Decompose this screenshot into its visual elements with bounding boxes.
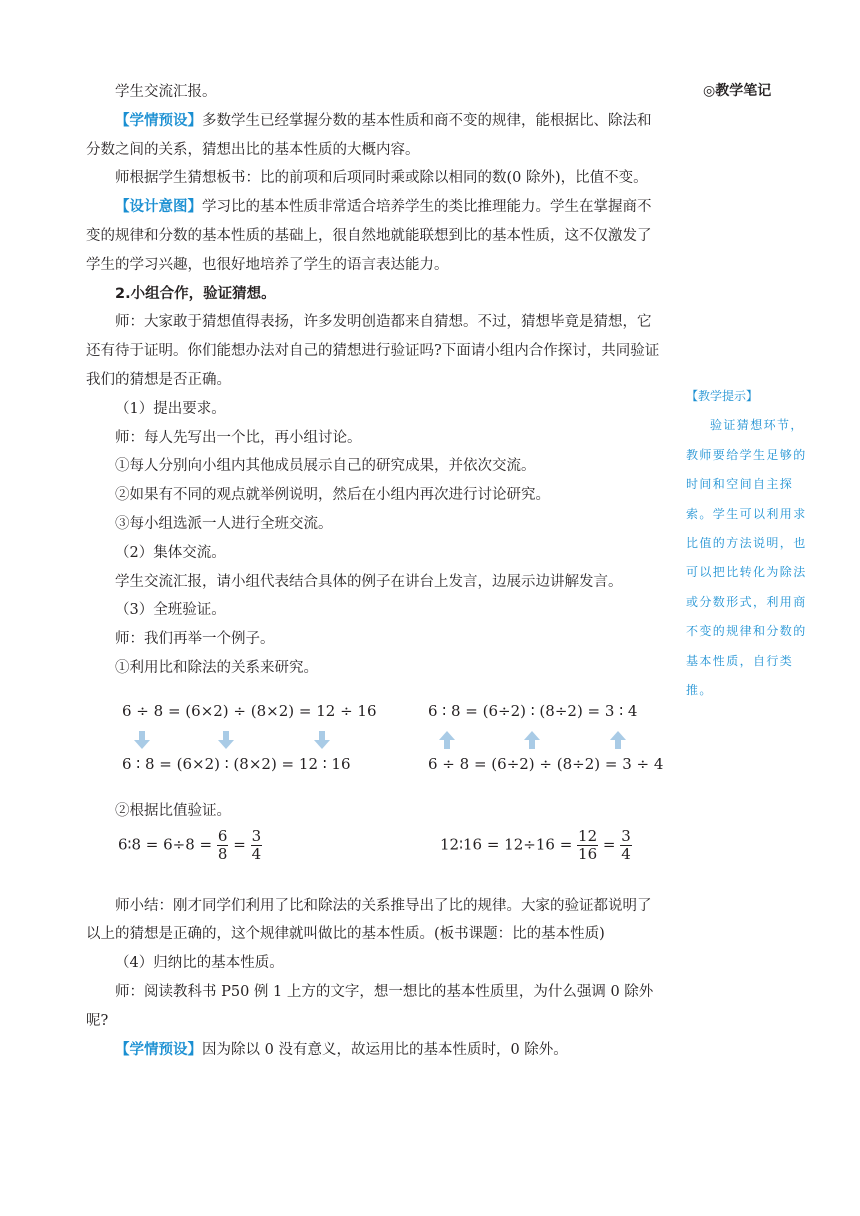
denominator: 4 — [251, 845, 262, 863]
ratio-value-equation-1 — [118, 828, 262, 863]
down-arrow-icon — [218, 731, 234, 749]
paragraph: 学生交流汇报。 — [115, 84, 217, 100]
numerator: 3 — [251, 827, 262, 845]
denominator: 16 — [578, 845, 598, 863]
numerator: 12 — [578, 827, 598, 845]
tag-label: 【学情预设】 — [115, 1040, 202, 1058]
paragraph: 师：我们再举一个例子。 — [115, 631, 275, 648]
arrow-shape — [439, 731, 455, 749]
fraction — [251, 828, 263, 863]
paragraph-text: 多数学生已经掌握分数的基本性质和商不变的规律，能根据比、除法和分数之间的关系，猜想出比的基本性质的大概内容。 — [86, 112, 652, 158]
down-arrow-icon — [314, 731, 330, 749]
up-arrow-icon — [439, 731, 455, 749]
fraction — [577, 828, 598, 863]
up-arrow-icon — [524, 731, 540, 749]
paragraph: 师：阅读教科书 P50 例 1 上方的文字，想一想比的基本性质里，为什么强调 0 除外呢? — [86, 983, 654, 1029]
section-heading: 2.小组合作，验证猜想。 — [115, 285, 276, 302]
equation-ratio-top: 6 ∶ 8 = (6÷2) ∶ (8÷2) = 3 ∶ 4 — [428, 702, 638, 720]
list-item: ①每人分别向小组内其他成员展示自己的研究成果，并依次交流。 — [115, 458, 536, 475]
equals-sign: = — [602, 835, 616, 854]
list-item: ②根据比值验证。 — [115, 802, 231, 819]
down-arrow-icon — [134, 731, 150, 749]
teaching-tip-body: 验证猜想环节，教师要给学生足够的时间和空间自主探索。学生可以利用求比值的方法说明，也可以把比转化为除法或分数形式，利用商不变的规律和分数的基本性质，自行类推。 — [686, 418, 807, 698]
equation-ratio-bottom: 6 ∶ 8 = (6×2) ∶ (8×2) = 12 ∶ 16 — [122, 755, 351, 773]
paragraph: 师根据学生猜想板书：比的前项和后项同时乘或除以相同的数(0 除外)，比值不变。 — [115, 170, 648, 187]
paragraph-text: 因为除以 0 没有意义，故运用比的基本性质时，0 除外。 — [202, 1041, 568, 1058]
arrow-shape — [134, 731, 150, 749]
list-item: ③每小组选派一人进行全班交流。 — [115, 515, 333, 532]
paragraph — [86, 107, 662, 165]
subheading: （3）全班验证。 — [115, 602, 226, 619]
equation-prefix: 6∶8 = 6÷8 = — [118, 835, 213, 854]
paragraph: 师小结：刚才同学们利用了比和除法的关系推导出了比的规律。大家的验证都说明了以上的猜想是正确的，这个规律就叫做比的基本性质。(板书课题：比的基本性质) — [86, 897, 652, 943]
equation-division-top: 6 ÷ 8 = (6×2) ÷ (8×2) = 12 ÷ 16 — [122, 702, 377, 720]
paragraph — [86, 193, 662, 279]
numerator: 6 — [217, 827, 228, 845]
equation-prefix: 12∶16 = 12÷16 = — [440, 835, 573, 854]
subheading: （1）提出要求。 — [115, 400, 226, 417]
fraction — [217, 828, 229, 863]
subheading: （2）集体交流。 — [115, 544, 226, 561]
paragraph: 师：每人先写出一个比，再小组讨论。 — [115, 429, 362, 446]
arrow-shape — [218, 731, 234, 749]
paragraph: 师：大家敢于猜想值得表扬，许多发明创造都来自猜想。不过，猜想毕竟是猜想，它还有待于证明。你们能想办法对自己的猜想进行验证吗?下面请小组内合作探讨，共同验证我们的猜想是否正确。 — [86, 314, 660, 388]
list-item: ①利用比和除法的关系来研究。 — [115, 659, 318, 676]
teaching-tip-box — [686, 382, 816, 705]
arrow-shape — [524, 731, 540, 749]
tag-label: 【学情预设】 — [115, 111, 202, 129]
arrow-shape — [610, 731, 626, 749]
tag-label: 【设计意图】 — [115, 198, 202, 216]
paragraph-text: 学习比的基本性质非常适合培养学生的类比推理能力。学生在掌握商不变的规律和分数的基本性质的基础上，很自然地就能联想到比的基本性质，这不仅激发了学生的学习兴趣，也很好地培养了学生的语言表达能力。 — [86, 199, 652, 273]
main-content — [86, 78, 662, 1064]
numerator: 3 — [621, 827, 631, 845]
paragraph: 学生交流汇报，请小组代表结合具体的例子在讲台上发言，边展示边讲解发言。 — [115, 573, 623, 590]
denominator: 8 — [217, 845, 228, 863]
fraction — [620, 828, 632, 863]
arrow-shape — [314, 731, 330, 749]
paragraph — [86, 1036, 662, 1065]
teaching-notes-title: ◎教学笔记 — [703, 83, 772, 99]
up-arrow-icon — [610, 731, 626, 749]
equation-spacer — [86, 683, 662, 797]
ratio-value-equation-2 — [440, 828, 632, 863]
teaching-tip-title: 【教学提示】 — [686, 389, 759, 403]
denominator: 4 — [621, 845, 631, 863]
subheading: （4）归纳比的基本性质。 — [115, 955, 284, 972]
equals-sign: = — [233, 835, 246, 854]
list-item: ②如果有不同的观点就举例说明，然后在小组内再次进行讨论研究。 — [115, 487, 550, 504]
equation-division-bottom: 6 ÷ 8 = (6÷2) ÷ (8÷2) = 3 ÷ 4 — [428, 755, 664, 773]
